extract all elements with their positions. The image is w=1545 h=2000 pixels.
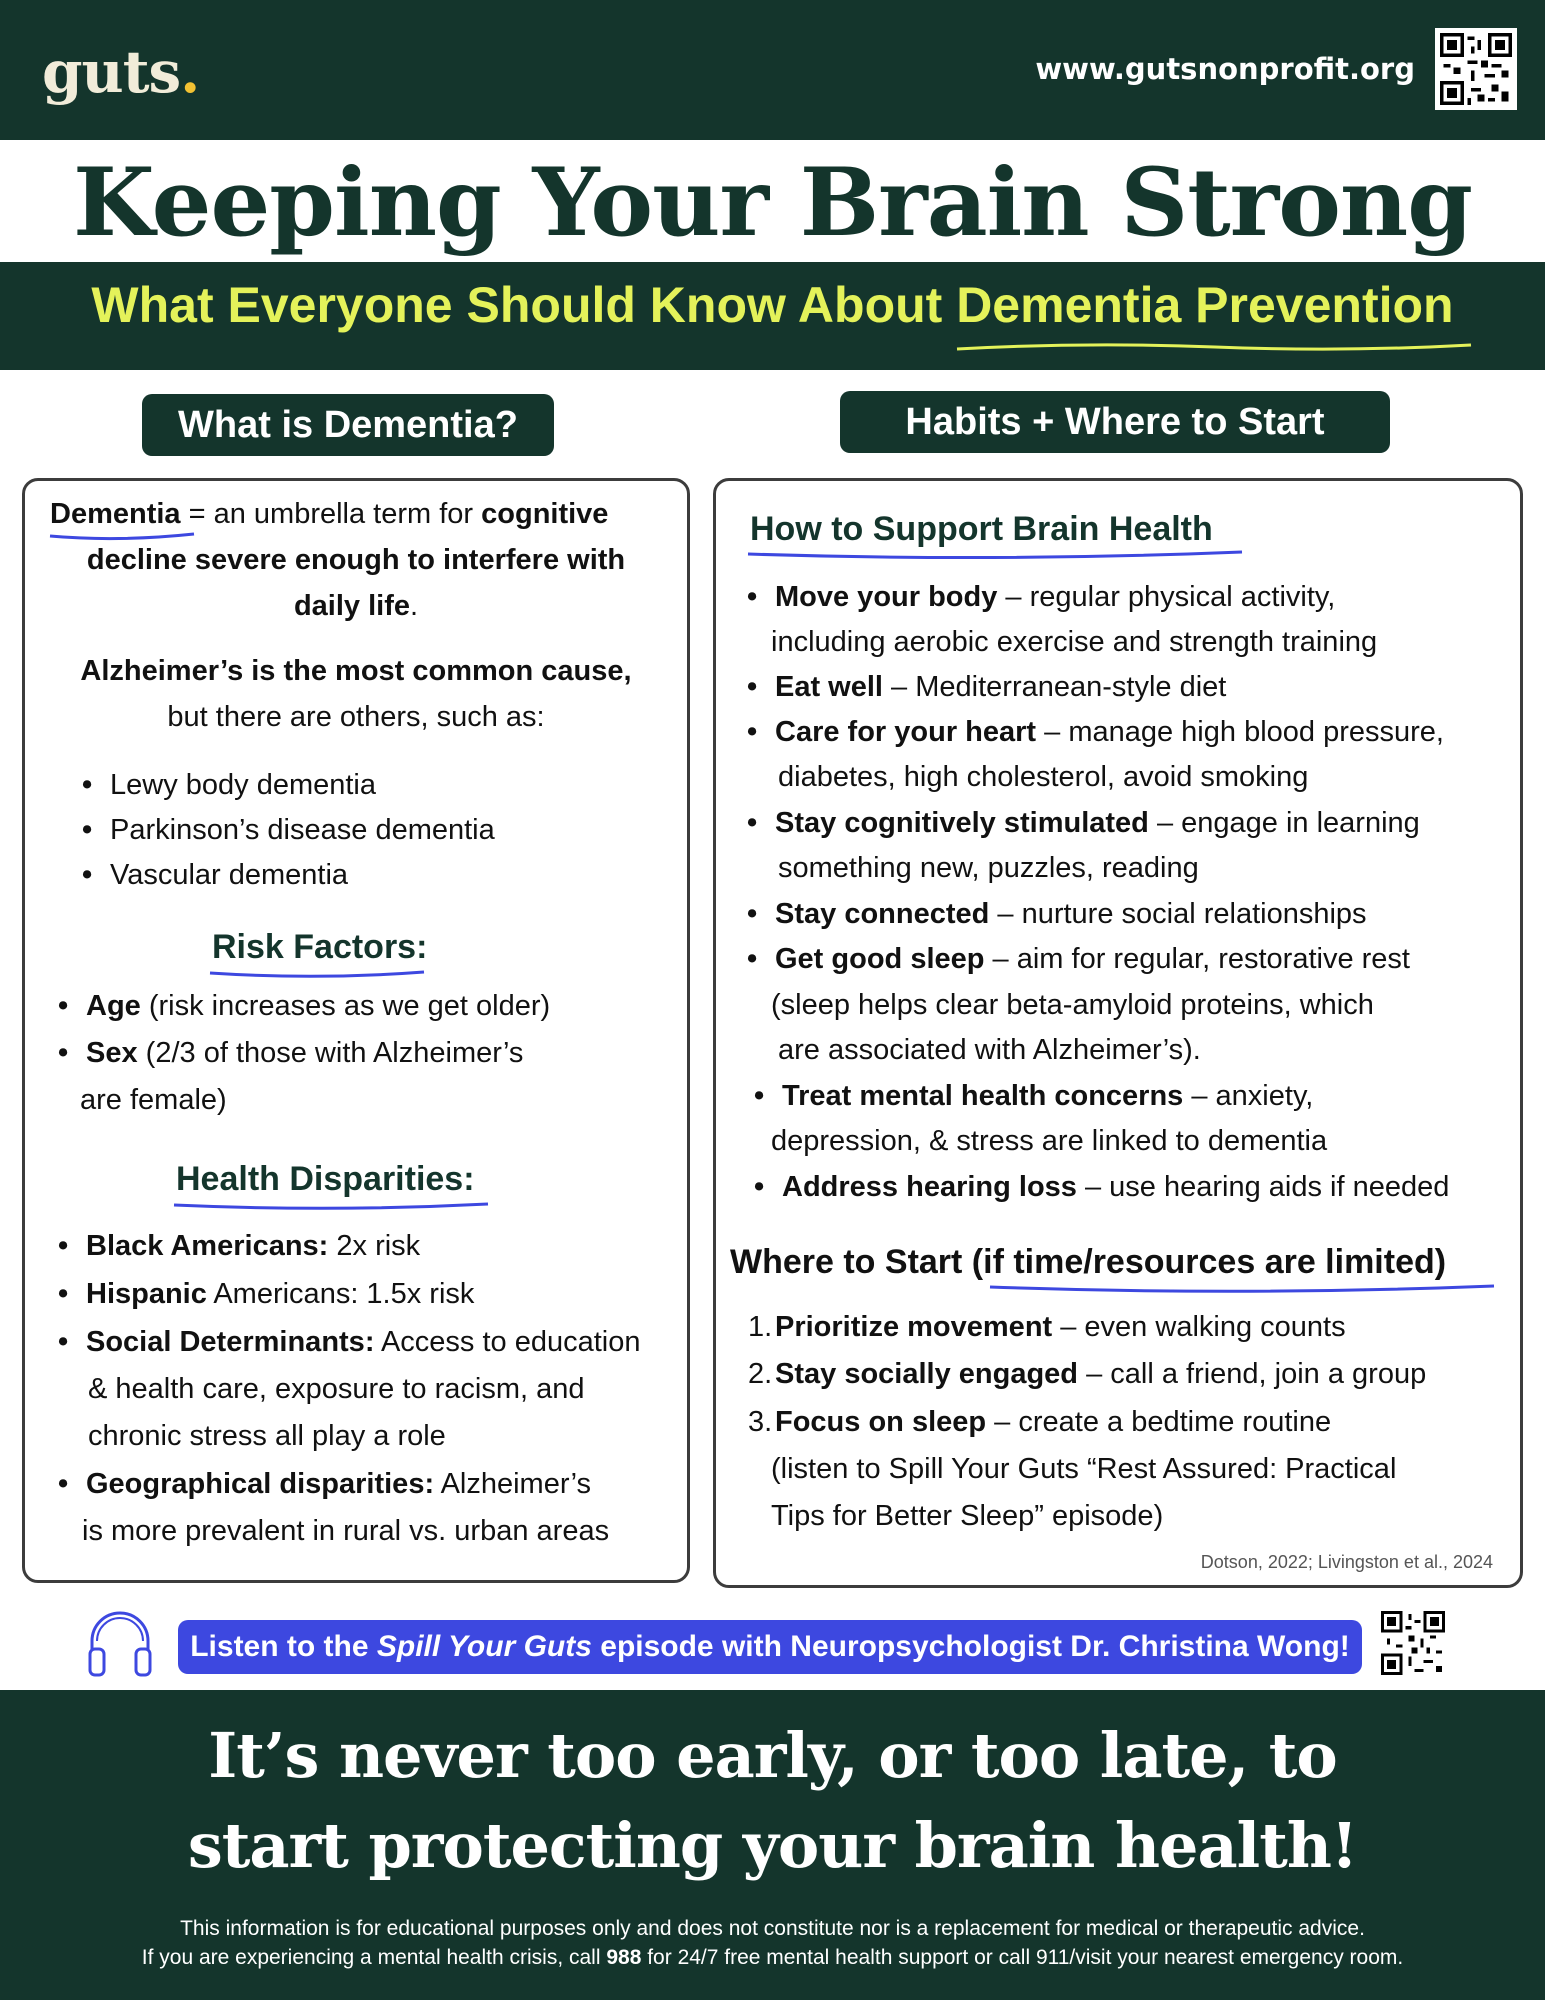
start-item: Focus on sleep – create a bedtime routine — [775, 1406, 1332, 1438]
support-item-cont: depression, & stress are linked to dementia — [771, 1125, 1328, 1157]
definition-line-1: Dementia = an umbrella term for cognitive — [50, 498, 609, 530]
closing-message-line-2: start protecting your brain health! — [187, 1809, 1358, 1882]
page-title: Keeping Your Brain Strong — [73, 148, 1472, 258]
start-item-cont: (listen to Spill Your Guts “Rest Assured: Practical — [771, 1453, 1397, 1485]
support-item: • Move your body – regular physical activity, — [775, 580, 1335, 614]
subtitle: What Everyone Should Know About Dementia Prevention — [91, 277, 1454, 333]
website-link[interactable]: www.gutsnonprofit.org — [1035, 52, 1415, 86]
support-item-cont: (sleep helps clear beta-amyloid proteins, which — [771, 989, 1374, 1021]
headphones-icon — [82, 1605, 158, 1679]
start-item-number: 1. — [748, 1311, 773, 1343]
start-item: Stay socially engaged – call a friend, join a group — [775, 1358, 1427, 1390]
disparity-item-cont: chronic stress all play a role — [88, 1420, 446, 1452]
dementia-type-item: • Vascular dementia — [110, 858, 348, 892]
support-item-cont: are associated with Alzheimer’s). — [778, 1034, 1201, 1066]
disparity-item: • Black Americans: 2x risk — [86, 1229, 420, 1263]
risk-item-age: • Age (risk increases as we get older) — [86, 989, 550, 1023]
disparity-item: • Geographical disparities: Alzheimer’s — [86, 1467, 591, 1501]
disparity-item-cont: is more prevalent in rural vs. urban areas — [82, 1515, 610, 1547]
support-underline — [746, 548, 1246, 562]
support-item-cont: diabetes, high cholesterol, avoid smoking — [778, 761, 1309, 793]
definition-line-2: decline severe enough to interfere with — [86, 544, 626, 576]
guts-logo[interactable]: guts. — [42, 38, 200, 106]
risk-item-sex-cont: are female) — [80, 1084, 227, 1116]
dementia-type-item: • Lewy body dementia — [110, 768, 376, 802]
closing-message-line-1: It’s never too early, or too late, to — [208, 1719, 1337, 1792]
support-item-cont: including aerobic exercise and strength training — [771, 626, 1378, 658]
support-heading: How to Support Brain Health — [750, 510, 1213, 548]
alzheimers-common-cause: Alzheimer’s is the most common cause, — [80, 655, 632, 687]
start-item-number: 3. — [748, 1406, 773, 1438]
others-intro: but there are others, such as: — [167, 701, 545, 733]
subtitle-underline — [955, 340, 1475, 354]
health-disparities-underline — [172, 1200, 492, 1212]
disclaimer-line-1: This information is for educational purposes only and does not constitute nor is a replacement for medical or therapeutic advice. — [180, 1917, 1365, 1940]
start-item-cont: Tips for Better Sleep” episode) — [771, 1500, 1164, 1532]
support-item: • Care for your heart – manage high blood pressure, — [775, 715, 1444, 749]
dementia-underline — [48, 530, 198, 542]
support-item: • Stay cognitively stimulated – engage in learning — [775, 806, 1420, 840]
disparity-item: • Hispanic Americans: 1.5x risk — [86, 1277, 474, 1311]
listen-episode-banner[interactable]: Listen to the Spill Your Guts episode with Neuropsychologist Dr. Christina Wong! — [178, 1620, 1362, 1674]
section-label-habits: Habits + Where to Start — [840, 391, 1390, 453]
citation: Dotson, 2022; Livingston et al., 2024 — [1200, 1552, 1493, 1572]
health-disparities-heading: Health Disparities: — [176, 1160, 475, 1198]
disparity-item-cont: & health care, exposure to racism, and — [88, 1373, 585, 1405]
support-item: • Eat well – Mediterranean-style diet — [775, 670, 1226, 704]
disparity-item: • Social Determinants: Access to education — [86, 1325, 640, 1359]
support-item: • Address hearing loss – use hearing aids if needed — [782, 1170, 1449, 1204]
episode-qr-code-icon — [1376, 1606, 1450, 1680]
definition-line-3: daily life. — [293, 590, 419, 622]
support-item-cont: something new, puzzles, reading — [778, 852, 1199, 884]
support-item: • Get good sleep – aim for regular, restorative rest — [775, 942, 1410, 976]
dementia-type-item: • Parkinson’s disease dementia — [110, 813, 495, 847]
support-item: • Stay connected – nurture social relationships — [775, 897, 1367, 931]
risk-factors-underline — [208, 968, 428, 980]
start-item-number: 2. — [748, 1358, 773, 1390]
risk-factors-heading: Risk Factors: — [212, 928, 428, 966]
where-to-start-heading: Where to Start (if time/resources are limited) — [730, 1243, 1447, 1281]
disclaimer-line-2: If you are experiencing a mental health crisis, call 988 for 24/7 free mental health support or call 911/visit your nearest emergency room. — [141, 1946, 1404, 1969]
start-item: Prioritize movement – even walking counts — [775, 1311, 1346, 1343]
section-label-what-is-dementia: What is Dementia? — [142, 394, 554, 456]
where-to-start-underline — [988, 1282, 1498, 1296]
qr-code-icon — [1435, 28, 1517, 110]
risk-item-sex: • Sex (2/3 of those with Alzheimer’s — [86, 1036, 523, 1070]
support-item: • Treat mental health concerns – anxiety, — [782, 1079, 1313, 1113]
left-panel — [22, 478, 690, 1583]
